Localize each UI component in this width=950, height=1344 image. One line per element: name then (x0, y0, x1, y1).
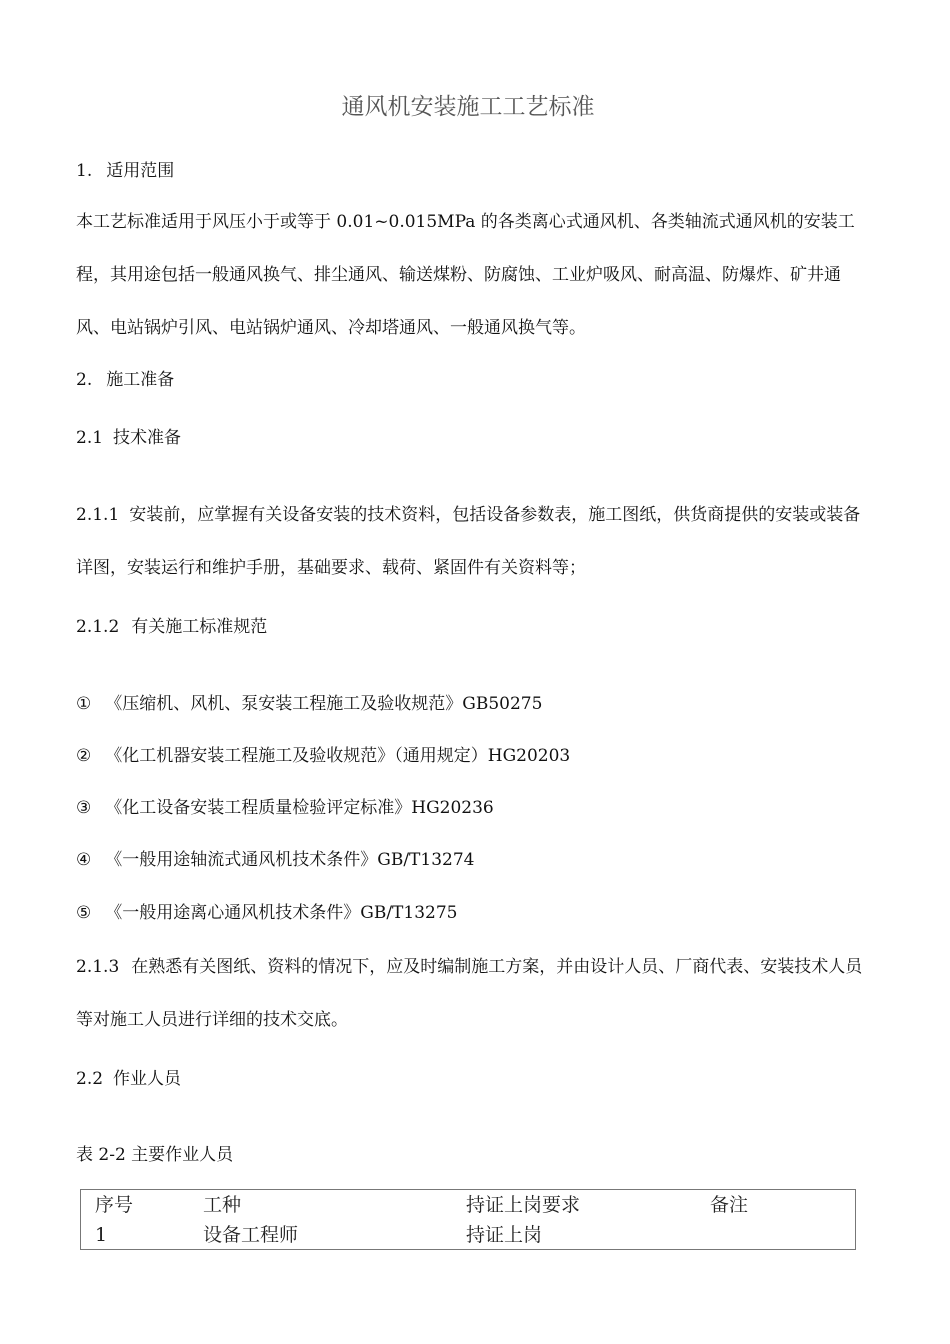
section-number: 1. (76, 161, 93, 181)
section-2-1-1-body (76, 489, 866, 595)
item-text: 《一般用途离心通风机技术条件》GB/T13275 (105, 903, 458, 923)
item-marker: ① (76, 694, 92, 714)
section-1-heading (76, 160, 174, 182)
personnel-table (80, 1189, 856, 1250)
section-title: 技术准备 (113, 428, 182, 448)
section-title: 施工准备 (106, 370, 175, 390)
section-text: 安装前，应掌握有关设备安装的技术资料，包括设备参数表，施工图纸，供货商提供的安装或装备详图，安装运行和维护手册，基础要求、载荷、紧固件有关资料等； (76, 505, 861, 578)
section-2-1-heading (76, 427, 181, 449)
section-number: 2.2 (76, 1069, 104, 1089)
item-marker: ④ (76, 850, 92, 870)
section-text: 在熟悉有关图纸、资料的情况下，应及时编制施工方案，并由设计人员、厂商代表、安装技术人员等对施工人员进行详细的技术交底。 (76, 957, 863, 1030)
header-cell-trade: 工种 (203, 1194, 242, 1216)
item-marker: ② (76, 746, 92, 766)
standard-item (76, 902, 457, 924)
section-2-heading (76, 369, 174, 391)
standard-item (76, 745, 570, 767)
section-number: 2. (76, 370, 93, 390)
section-number: 2.1.2 (76, 617, 120, 637)
table-header-row (81, 1190, 855, 1220)
header-cell-notes: 备注 (710, 1194, 749, 1216)
item-text: 《一般用途轴流式通风机技术条件》GB/T13274 (105, 850, 475, 870)
item-text: 《化工设备安装工程质量检验评定标准》HG20236 (105, 798, 494, 818)
header-cell-certification: 持证上岗要求 (466, 1194, 581, 1216)
item-text: 《化工机器安装工程施工及验收规范》（通用规定）HG20203 (105, 746, 571, 766)
section-number: 2.1 (76, 428, 104, 448)
item-marker: ③ (76, 798, 92, 818)
section-2-1-2-heading (76, 616, 267, 638)
section-1-body: 本工艺标准适用于风压小于或等于 0.01~0.015MPa 的各类离心式通风机、各类轴流式通风机的安装工程，其用途包括一般通风换气、排尘通风、输送煤粉、防腐蚀、工业炉吸风、耐高温、防爆炸、矿井通风、电站锅炉引风、电站锅炉通风、冷却塔通风、一般通风换气等。 (76, 212, 855, 338)
item-text: 《压缩机、风机、泵安装工程施工及验收规范》GB50275 (105, 694, 543, 714)
table-cell: 设备工程师 (203, 1224, 299, 1246)
section-2-1-3-body (76, 941, 866, 1047)
section-number: 2.1.1 (76, 505, 120, 525)
table-caption: 表 2-2 主要作业人员 (76, 1145, 234, 1165)
section-number: 2.1.3 (76, 957, 120, 977)
table-cell: 1 (95, 1224, 108, 1246)
table-row (81, 1220, 855, 1250)
section-title: 作业人员 (113, 1069, 182, 1089)
table-cell: 持证上岗 (466, 1224, 543, 1246)
section-title: 适用范围 (106, 161, 175, 181)
section-title: 有关施工标准规范 (131, 617, 268, 637)
section-2-2-heading (76, 1068, 181, 1090)
page-title: 通风机安装施工工艺标准 (341, 94, 595, 120)
standard-item (76, 693, 542, 715)
item-marker: ⑤ (76, 903, 92, 923)
standard-item (76, 797, 494, 819)
standard-item (76, 849, 474, 871)
header-cell-index: 序号 (95, 1194, 134, 1216)
